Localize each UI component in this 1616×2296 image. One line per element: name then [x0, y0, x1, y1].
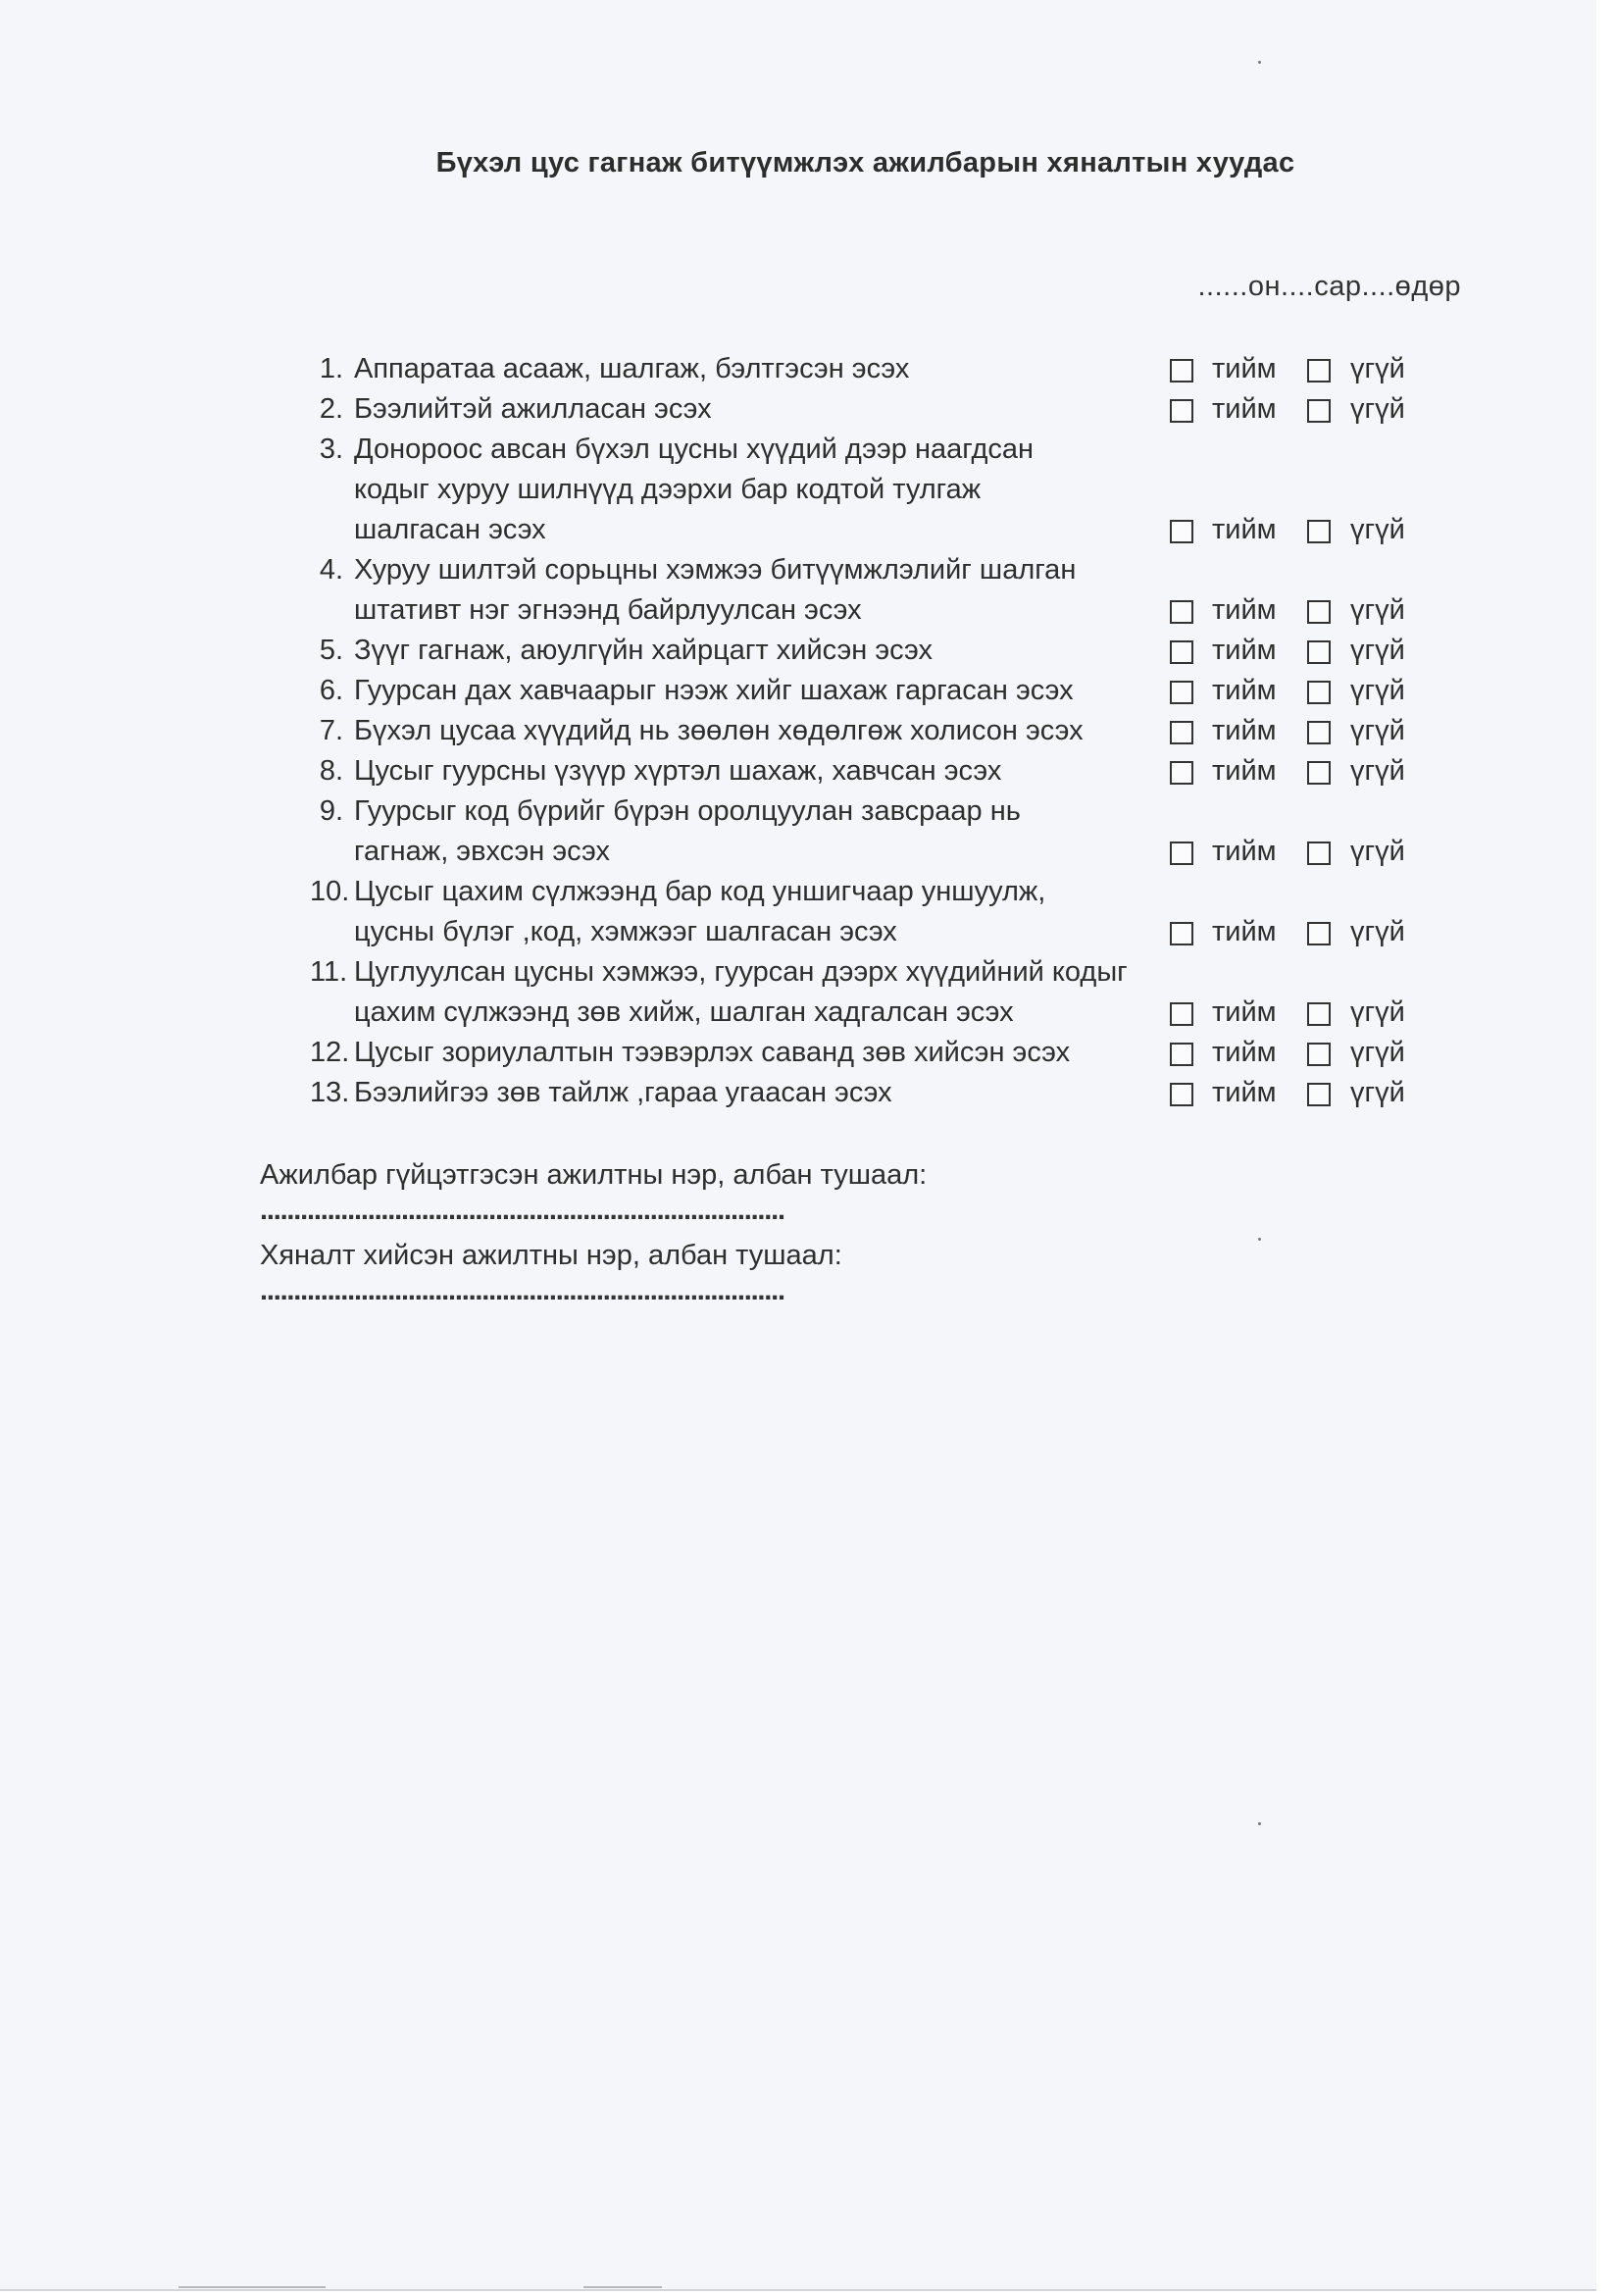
checklist-item-line [294, 631, 1471, 671]
checklist-item-line [294, 711, 1471, 751]
checklist-item [294, 1033, 1471, 1073]
yes-checkbox[interactable] [1170, 681, 1193, 704]
checklist [294, 349, 1471, 1113]
no-checkbox[interactable] [1307, 640, 1331, 664]
checklist-item-line [294, 590, 1471, 631]
yes-label: тийм [1212, 393, 1277, 425]
yes-label: тийм [1212, 996, 1277, 1028]
checklist-item [294, 671, 1471, 711]
checklist-item-line [294, 389, 1471, 430]
answer-options [1170, 1073, 1464, 1113]
item-text: Бүхэл цусаа хүүдийд нь зөөлөн хөдөлгөж холисон эсэх [354, 715, 1084, 746]
checklist-item-line [294, 430, 1471, 470]
checklist-item-line [294, 1073, 1471, 1113]
checklist-item [294, 430, 1471, 550]
date-line: ......он....сар....өдөр [1197, 271, 1461, 302]
checklist-item-line [294, 832, 1471, 872]
checklist-item-line [294, 550, 1471, 590]
checklist-item [294, 791, 1471, 872]
item-number: 12. [310, 1037, 350, 1068]
item-text: Цусыг гуурсны үзүүр хүртэл шахаж, хавчсан эсэх [354, 755, 1002, 787]
item-text: цахим сүлжээнд зөв хийж, шалган хадгалсан эсэх [354, 996, 1014, 1028]
yes-checkbox[interactable] [1170, 922, 1193, 945]
no-label: үгүй [1350, 916, 1405, 947]
checklist-item [294, 389, 1471, 430]
yes-checkbox[interactable] [1170, 842, 1193, 865]
document-title: Бүхэл цус гагнаж битүүмжлэх ажилбарын хяналтын хуудас [435, 147, 1295, 179]
checklist-item-line [294, 993, 1471, 1033]
item-text: Хуруу шилтэй сорьцны хэмжээ битүүмжлэлийг шалган [354, 554, 1077, 586]
no-checkbox[interactable] [1307, 600, 1331, 624]
no-label: үгүй [1350, 996, 1405, 1028]
no-label: үгүй [1350, 715, 1405, 746]
yes-label: тийм [1212, 514, 1277, 545]
item-text: Цуглуулсан цусны хэмжээ, гуурсан дээрх хүүдийний кодыг [354, 956, 1128, 988]
item-text: кодыг хуруу шилнүүд дээрхи бар кодтой тулгаж [354, 474, 982, 505]
no-checkbox[interactable] [1307, 1083, 1331, 1106]
item-text: штативт нэг эгнээнд байрлуулсан эсэх [354, 594, 862, 626]
item-text: Гуурсыг код бүрийг бүрэн оролцуулан завсраар нь [354, 795, 1021, 827]
no-checkbox[interactable] [1307, 922, 1331, 945]
no-label: үгүй [1350, 836, 1405, 867]
yes-label: тийм [1212, 755, 1277, 787]
item-text: Гуурсан дах хавчаарыг нээж хийг шахаж гаргасан эсэх [354, 675, 1074, 706]
item-number: 3. [319, 434, 343, 465]
item-text: гагнаж, эвхсэн эсэх [354, 836, 610, 867]
yes-checkbox[interactable] [1170, 600, 1193, 624]
item-text: Бээлийгээ зөв тайлж ,гараа угаасан эсэх [354, 1077, 892, 1108]
no-label: үгүй [1350, 594, 1405, 626]
answer-options [1170, 1033, 1464, 1073]
checklist-item-line [294, 1033, 1471, 1073]
no-label: үгүй [1350, 635, 1405, 666]
yes-checkbox[interactable] [1170, 1002, 1193, 1026]
checklist-item [294, 550, 1471, 631]
no-checkbox[interactable] [1307, 359, 1331, 383]
answer-options [1170, 590, 1464, 631]
yes-label: тийм [1212, 675, 1277, 706]
performer-signature-line[interactable]: .............................................................................. [260, 1196, 784, 1226]
checklist-item [294, 631, 1471, 671]
item-text: шалгасан эсэх [354, 514, 546, 545]
no-checkbox[interactable] [1307, 399, 1331, 423]
item-number: 7. [319, 715, 343, 746]
item-number: 4. [319, 554, 343, 586]
no-checkbox[interactable] [1307, 681, 1331, 704]
checklist-item-line [294, 791, 1471, 832]
no-checkbox[interactable] [1307, 842, 1331, 865]
item-number: 8. [319, 755, 343, 787]
yes-checkbox[interactable] [1170, 359, 1193, 383]
item-number: 10. [310, 876, 350, 907]
no-checkbox[interactable] [1307, 761, 1331, 785]
item-number: 2. [319, 393, 343, 425]
yes-checkbox[interactable] [1170, 761, 1193, 785]
checklist-item-line [294, 751, 1471, 791]
checklist-item-line [294, 671, 1471, 711]
answer-options [1170, 832, 1464, 872]
answer-options [1170, 349, 1464, 389]
checklist-item-line [294, 952, 1471, 993]
answer-options [1170, 671, 1464, 711]
answer-options [1170, 912, 1464, 952]
yes-label: тийм [1212, 635, 1277, 666]
item-number: 11. [310, 956, 348, 988]
item-number: 1. [319, 353, 343, 384]
scan-speck [1258, 1238, 1261, 1241]
yes-label: тийм [1212, 836, 1277, 867]
item-text: Аппаратаа асааж, шалгаж, бэлтгэсэн эсэх [354, 353, 910, 384]
checklist-item [294, 1073, 1471, 1113]
checklist-item [294, 349, 1471, 389]
item-number: 9. [319, 795, 343, 827]
answer-options [1170, 711, 1464, 751]
answer-options [1170, 389, 1464, 430]
no-label: үгүй [1350, 1077, 1405, 1108]
yes-checkbox[interactable] [1170, 1083, 1193, 1106]
checklist-item [294, 751, 1471, 791]
yes-checkbox[interactable] [1170, 640, 1193, 664]
answer-options [1170, 751, 1464, 791]
performer-label: Ажилбар гүйцэтгэсэн ажилтны нэр, албан тушаал: [260, 1159, 928, 1191]
no-label: үгүй [1350, 393, 1405, 425]
no-label: үгүй [1350, 514, 1405, 545]
item-text: Цусыг цахим сүлжээнд бар код уншигчаар уншуулж, [354, 876, 1046, 907]
item-text: Бээлийтэй ажилласан эсэх [354, 393, 712, 425]
yes-label: тийм [1212, 353, 1277, 384]
inspector-label: Хяналт хийсэн ажилтны нэр, албан тушаал: [260, 1240, 842, 1271]
checklist-item-line [294, 912, 1471, 952]
item-number: 5. [319, 635, 343, 666]
no-checkbox[interactable] [1307, 1043, 1331, 1066]
no-label: үгүй [1350, 675, 1405, 706]
checklist-item-line [294, 470, 1471, 510]
scan-edge-mark [178, 2286, 326, 2288]
scan-speck [1258, 1822, 1261, 1825]
checklist-item [294, 711, 1471, 751]
checklist-item-line [294, 349, 1471, 389]
signature-section [260, 1155, 1142, 1316]
no-checkbox[interactable] [1307, 520, 1331, 543]
no-label: үгүй [1350, 1037, 1405, 1068]
yes-checkbox[interactable] [1170, 399, 1193, 423]
answer-options [1170, 993, 1464, 1033]
answer-options [1170, 631, 1464, 671]
yes-checkbox[interactable] [1170, 520, 1193, 543]
yes-label: тийм [1212, 594, 1277, 626]
no-checkbox[interactable] [1307, 1002, 1331, 1026]
checklist-item [294, 872, 1471, 952]
checklist-item-line [294, 872, 1471, 912]
item-text: Зүүг гагнаж, аюулгүйн хайрцагт хийсэн эсэх [354, 635, 933, 666]
inspector-signature-line[interactable]: .............................................................................. [260, 1276, 784, 1306]
no-checkbox[interactable] [1307, 721, 1331, 744]
yes-label: тийм [1212, 916, 1277, 947]
answer-options [1170, 510, 1464, 550]
yes-checkbox[interactable] [1170, 1043, 1193, 1066]
yes-label: тийм [1212, 1037, 1277, 1068]
checklist-item-line [294, 510, 1471, 550]
no-label: үгүй [1350, 755, 1405, 787]
page-edge [1596, 0, 1616, 2296]
yes-checkbox[interactable] [1170, 721, 1193, 744]
checklist-item [294, 952, 1471, 1033]
yes-label: тийм [1212, 1077, 1277, 1108]
yes-label: тийм [1212, 715, 1277, 746]
item-text: Донороос авсан бүхэл цусны хүүдий дээр наагдсан [354, 434, 1035, 465]
scan-edge-mark [583, 2286, 662, 2288]
no-label: үгүй [1350, 353, 1405, 384]
item-text: Цусыг зориулалтын тээвэрлэх саванд зөв хийсэн эсэх [354, 1037, 1071, 1068]
scan-speck [1258, 61, 1261, 64]
item-text: цусны бүлэг ,код, хэмжээг шалгасан эсэх [354, 916, 897, 947]
item-number: 13. [310, 1077, 350, 1108]
item-number: 6. [319, 675, 343, 706]
